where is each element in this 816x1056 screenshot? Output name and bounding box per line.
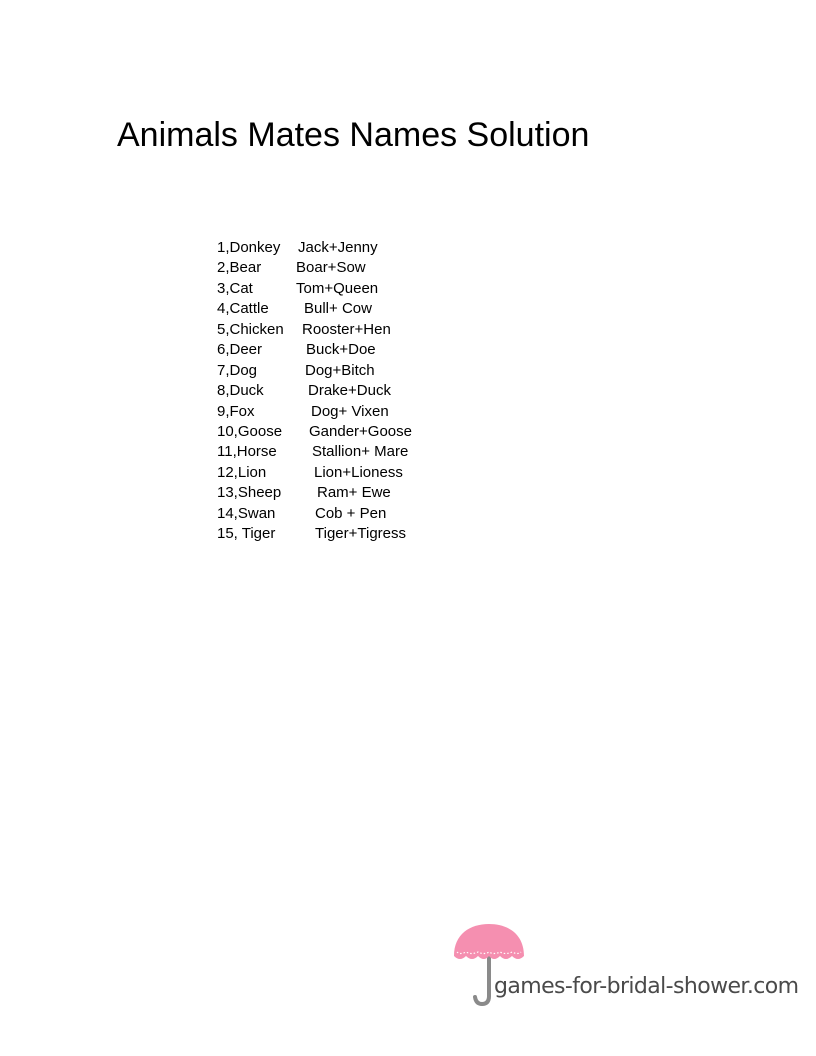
list-item (217, 381, 477, 401)
animal-name: 13,Sheep (217, 484, 282, 502)
animal-name: 9,Fox (217, 402, 255, 420)
mate-names: Buck+Doe (306, 341, 376, 359)
animal-name: 12,Lion (217, 463, 267, 481)
list-item (217, 238, 477, 258)
mate-names: Tom+Queen (296, 279, 379, 297)
mate-names: Cob + Pen (315, 504, 387, 522)
list-item (217, 483, 477, 503)
animal-name: 10,Goose (217, 422, 283, 440)
mate-names: Dog+Bitch (305, 361, 375, 379)
list-item (217, 361, 477, 381)
animal-name: 5,Chicken (217, 320, 284, 338)
mate-names: Boar+Sow (296, 259, 366, 277)
list-item (217, 258, 477, 278)
mate-names: Rooster+Hen (302, 320, 391, 338)
animal-name: 15, Tiger (217, 525, 276, 543)
mate-names: Lion+Lioness (314, 463, 403, 481)
mate-names: Jack+Jenny (298, 239, 378, 256)
mate-names: Drake+Duck (308, 382, 391, 400)
list-item (217, 463, 477, 483)
list-item (217, 422, 477, 442)
animal-name: 2,Bear (217, 259, 262, 277)
animal-name: 14,Swan (217, 504, 276, 522)
list-item (217, 504, 477, 524)
list-item (217, 299, 477, 319)
list-item (217, 279, 477, 299)
animal-name: 11,Horse (217, 443, 277, 461)
animal-name: 7,Dog (217, 361, 258, 379)
animal-name: 3,Cat (217, 279, 253, 297)
page-title: Animals Mates Names Solution (117, 116, 590, 154)
mate-names: Bull+ Cow (304, 300, 372, 318)
list-item (217, 402, 477, 422)
mate-names: Tiger+Tigress (315, 525, 406, 543)
answer-list (217, 238, 477, 545)
logo-text: games-for-bridal-shower.com (494, 974, 799, 999)
list-item (217, 320, 477, 340)
mate-names: Ram+ Ewe (317, 484, 391, 502)
site-logo (452, 920, 799, 1012)
list-item (217, 340, 477, 360)
animal-name: 4,Cattle (217, 300, 269, 318)
mate-names: Gander+Goose (309, 422, 412, 440)
mate-names: Dog+ Vixen (311, 402, 389, 420)
list-item (217, 524, 477, 544)
mate-names: Stallion+ Mare (312, 443, 409, 461)
animal-name: 6,Deer (217, 341, 263, 359)
list-item (217, 442, 477, 462)
animal-name: 8,Duck (217, 382, 264, 400)
animal-name: 1,Donkey (217, 239, 281, 256)
